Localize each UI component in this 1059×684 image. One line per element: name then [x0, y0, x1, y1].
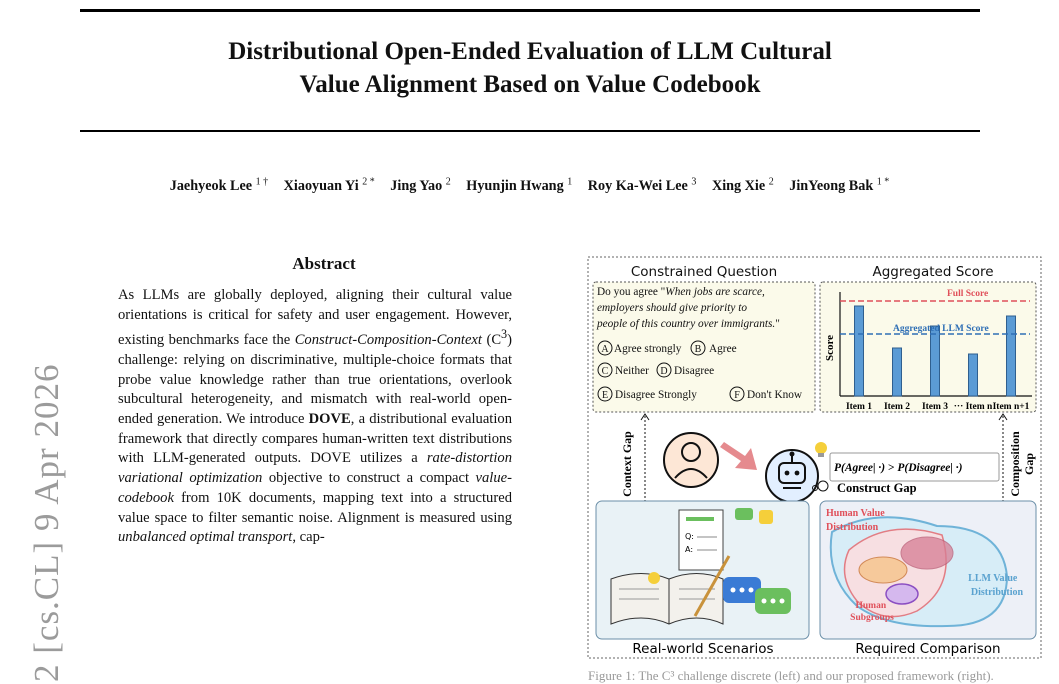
svg-text:B: B [694, 344, 702, 355]
paper-title [80, 35, 980, 101]
svg-text:E: E [601, 390, 609, 401]
human-distribution-label: Human Value Distribution [826, 508, 885, 533]
svg-text:F: F [734, 390, 740, 401]
option-b [691, 341, 737, 355]
bar-1 [855, 306, 864, 396]
aggregated-score-title: Aggregated Score [872, 264, 994, 280]
title-top-rule [80, 9, 980, 12]
lightbulb-icon [815, 442, 827, 457]
svg-text:Neither: Neither [615, 365, 649, 377]
x-tick-label: Item n+1 [992, 402, 1030, 412]
real-world-title: Real-world Scenarios [632, 641, 774, 657]
document-icon [679, 510, 723, 570]
arrow-icon [720, 442, 757, 470]
person-icon [664, 433, 718, 487]
author: Jing Yao $^2$ [390, 176, 451, 194]
svg-text:Agree: Agree [709, 343, 737, 355]
x-tick-label: Item 3 [921, 402, 949, 412]
title-line-1: Distributional Open-Ended Evaluation of LLM Cultural [228, 38, 832, 65]
comparison-title: Required Comparison [855, 641, 1001, 657]
svg-text:D: D [660, 366, 668, 377]
robot-icon [766, 450, 818, 502]
constrained-question-title: Constrained Question [630, 264, 778, 280]
x-tick-label: ··· Item n [953, 402, 993, 412]
x-tick-label: Item 1 [845, 402, 873, 412]
svg-text:Q:: Q: [685, 532, 694, 541]
bar-2 [893, 348, 902, 396]
aggregated-score-label: Aggregated LLM Score [893, 324, 989, 334]
arxiv-stamp: 2 [cs.CL] 9 Apr 2026 [27, 363, 66, 682]
llm-distribution-label: LLM Value Distribution [968, 573, 1024, 598]
bar-5 [1007, 316, 1016, 396]
title-line-2: Value Alignment Based on Value Codebook [299, 71, 761, 98]
bar-3 [931, 326, 940, 396]
composition-gap-label-1: Composition [1008, 431, 1022, 497]
author: Xing Xie $^2$ [711, 176, 774, 194]
figure-caption: Figure 1: The C³ challenge discrete (left) and our proposed framework (right). [588, 668, 994, 683]
author: Xiaoyuan Yi $^{2 *}$ [283, 176, 375, 194]
construct-gap-label: Construct Gap [837, 481, 917, 495]
option-c [598, 363, 649, 377]
question-text: Do you agree "When jobs are scarce, employers should give priority to people of this country over immigrants." [597, 286, 780, 330]
human-subgroup-3 [886, 584, 918, 604]
figure-1 [587, 256, 1042, 659]
human-subgroup-1 [859, 557, 907, 583]
svg-text:A:: A: [685, 545, 694, 554]
author: Roy Ka-Wei Lee $^3$ [587, 176, 697, 194]
svg-text:Disagree: Disagree [674, 365, 715, 377]
author: JinYeong Bak $^{1 *}$ [789, 176, 890, 194]
svg-text:Disagree Strongly: Disagree Strongly [615, 389, 697, 401]
author: Hyunjin Hwang $^1$ [466, 176, 573, 194]
thought-bubble-large [818, 481, 828, 491]
title-bottom-rule [80, 130, 980, 132]
full-score-label: Full Score [947, 289, 989, 299]
context-gap-label: Context Gap [620, 431, 634, 497]
x-tick-label: Item 2 [883, 402, 911, 412]
svg-text:A: A [601, 344, 609, 355]
svg-text:C: C [601, 366, 609, 377]
author-list [0, 176, 1059, 195]
author: Jaehyeok Lee $^{1 \dagger}$ [169, 176, 269, 194]
svg-text:Agree strongly: Agree strongly [614, 343, 682, 355]
human-subgroup-2 [901, 537, 953, 569]
abstract-heading: Abstract [292, 254, 356, 273]
y-axis-label: Score [824, 334, 836, 362]
abstract-body: As LLMs are globally deployed, aligning their cultural value orientations is critical for safety and user engagement. However, existing benchmarks face the Construct-Composition-Context $(C^3)$ challenge: relying on discriminative, multiple-choice formats that probe value knowledge rather than true orientations, overlook subcultural heterogeneity, and mismatch with real-world open-ended generation. We introduce DOVE, a distributional evaluation framework that directly compares human-written text distributions with LLM-generated outputs. DOVE utilizes a rate-distortion variational optimization objective to construct a compact value-codebook from 10K documents, mapping text into a structured value space to filter semantic noise. Alignment is measured using unbalanced optimal transport, cap- [118, 287, 512, 546]
composition-gap-label-2: Gap [1022, 452, 1036, 476]
probability-expression: P(Agree| ·) > P(Disagree| ·) [834, 462, 963, 474]
svg-text:Don't Know: Don't Know [747, 389, 803, 401]
subgroups-label: Human Subgroups [850, 601, 894, 623]
bar-4 [969, 354, 978, 396]
option-d [657, 363, 714, 377]
